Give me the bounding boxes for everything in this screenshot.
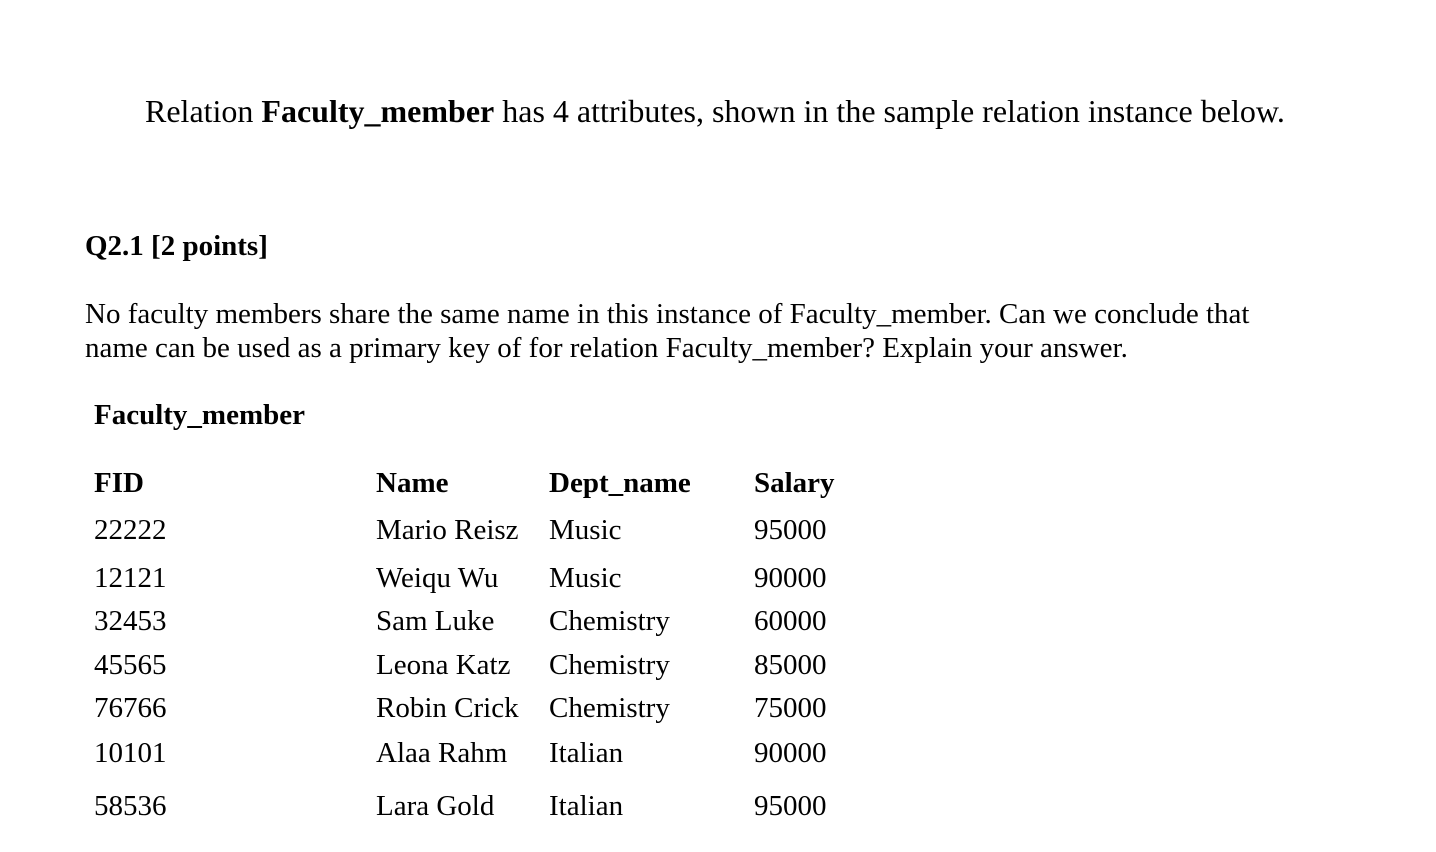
cell-dept-name: Italian bbox=[549, 790, 624, 822]
cell-salary: 60000 bbox=[754, 605, 827, 637]
cell-fid: 58536 bbox=[94, 790, 167, 822]
cell-salary: 85000 bbox=[754, 649, 827, 681]
cell-name: Alaa Rahm bbox=[376, 737, 508, 769]
intro-suffix: has 4 attributes, shown in the sample relation instance below. bbox=[494, 93, 1285, 129]
cell-salary: 95000 bbox=[754, 790, 827, 822]
question-heading: Q2.1 [2 points] bbox=[85, 230, 268, 262]
cell-fid: 22222 bbox=[94, 514, 167, 546]
cell-name: Weiqu Wu bbox=[376, 562, 499, 594]
column-header-salary: Salary bbox=[754, 467, 835, 499]
cell-fid: 10101 bbox=[94, 737, 167, 769]
cell-fid: 76766 bbox=[94, 692, 167, 724]
cell-fid: 12121 bbox=[94, 562, 167, 594]
column-header-dept-name: Dept_name bbox=[549, 467, 691, 499]
intro-prefix: Relation bbox=[145, 93, 262, 129]
cell-name: Mario Reisz bbox=[376, 514, 519, 546]
cell-salary: 90000 bbox=[754, 737, 827, 769]
cell-dept-name: Music bbox=[549, 562, 622, 594]
column-header-fid: FID bbox=[94, 467, 144, 499]
cell-dept-name: Music bbox=[549, 514, 622, 546]
cell-salary: 75000 bbox=[754, 692, 827, 724]
cell-dept-name: Chemistry bbox=[549, 605, 670, 637]
cell-dept-name: Chemistry bbox=[549, 692, 670, 724]
cell-fid: 32453 bbox=[94, 605, 167, 637]
cell-name: Lara Gold bbox=[376, 790, 495, 822]
column-header-name: Name bbox=[376, 467, 449, 499]
cell-name: Robin Crick bbox=[376, 692, 519, 724]
cell-dept-name: Italian bbox=[549, 737, 624, 769]
table-name: Faculty_member bbox=[94, 399, 305, 431]
cell-fid: 45565 bbox=[94, 649, 167, 681]
cell-name: Sam Luke bbox=[376, 605, 495, 637]
cell-salary: 95000 bbox=[754, 514, 827, 546]
question-text-line-2: name can be used as a primary key of for relation Faculty_member? Explain your answer. bbox=[85, 332, 1128, 364]
cell-salary: 90000 bbox=[754, 562, 827, 594]
intro-relation-name: Faculty_member bbox=[261, 93, 495, 129]
cell-dept-name: Chemistry bbox=[549, 649, 670, 681]
intro-sentence bbox=[145, 91, 1285, 131]
cell-name: Leona Katz bbox=[376, 649, 511, 681]
question-text-line-1: No faculty members share the same name in this instance of Faculty_member. Can we conclude that bbox=[85, 298, 1250, 330]
